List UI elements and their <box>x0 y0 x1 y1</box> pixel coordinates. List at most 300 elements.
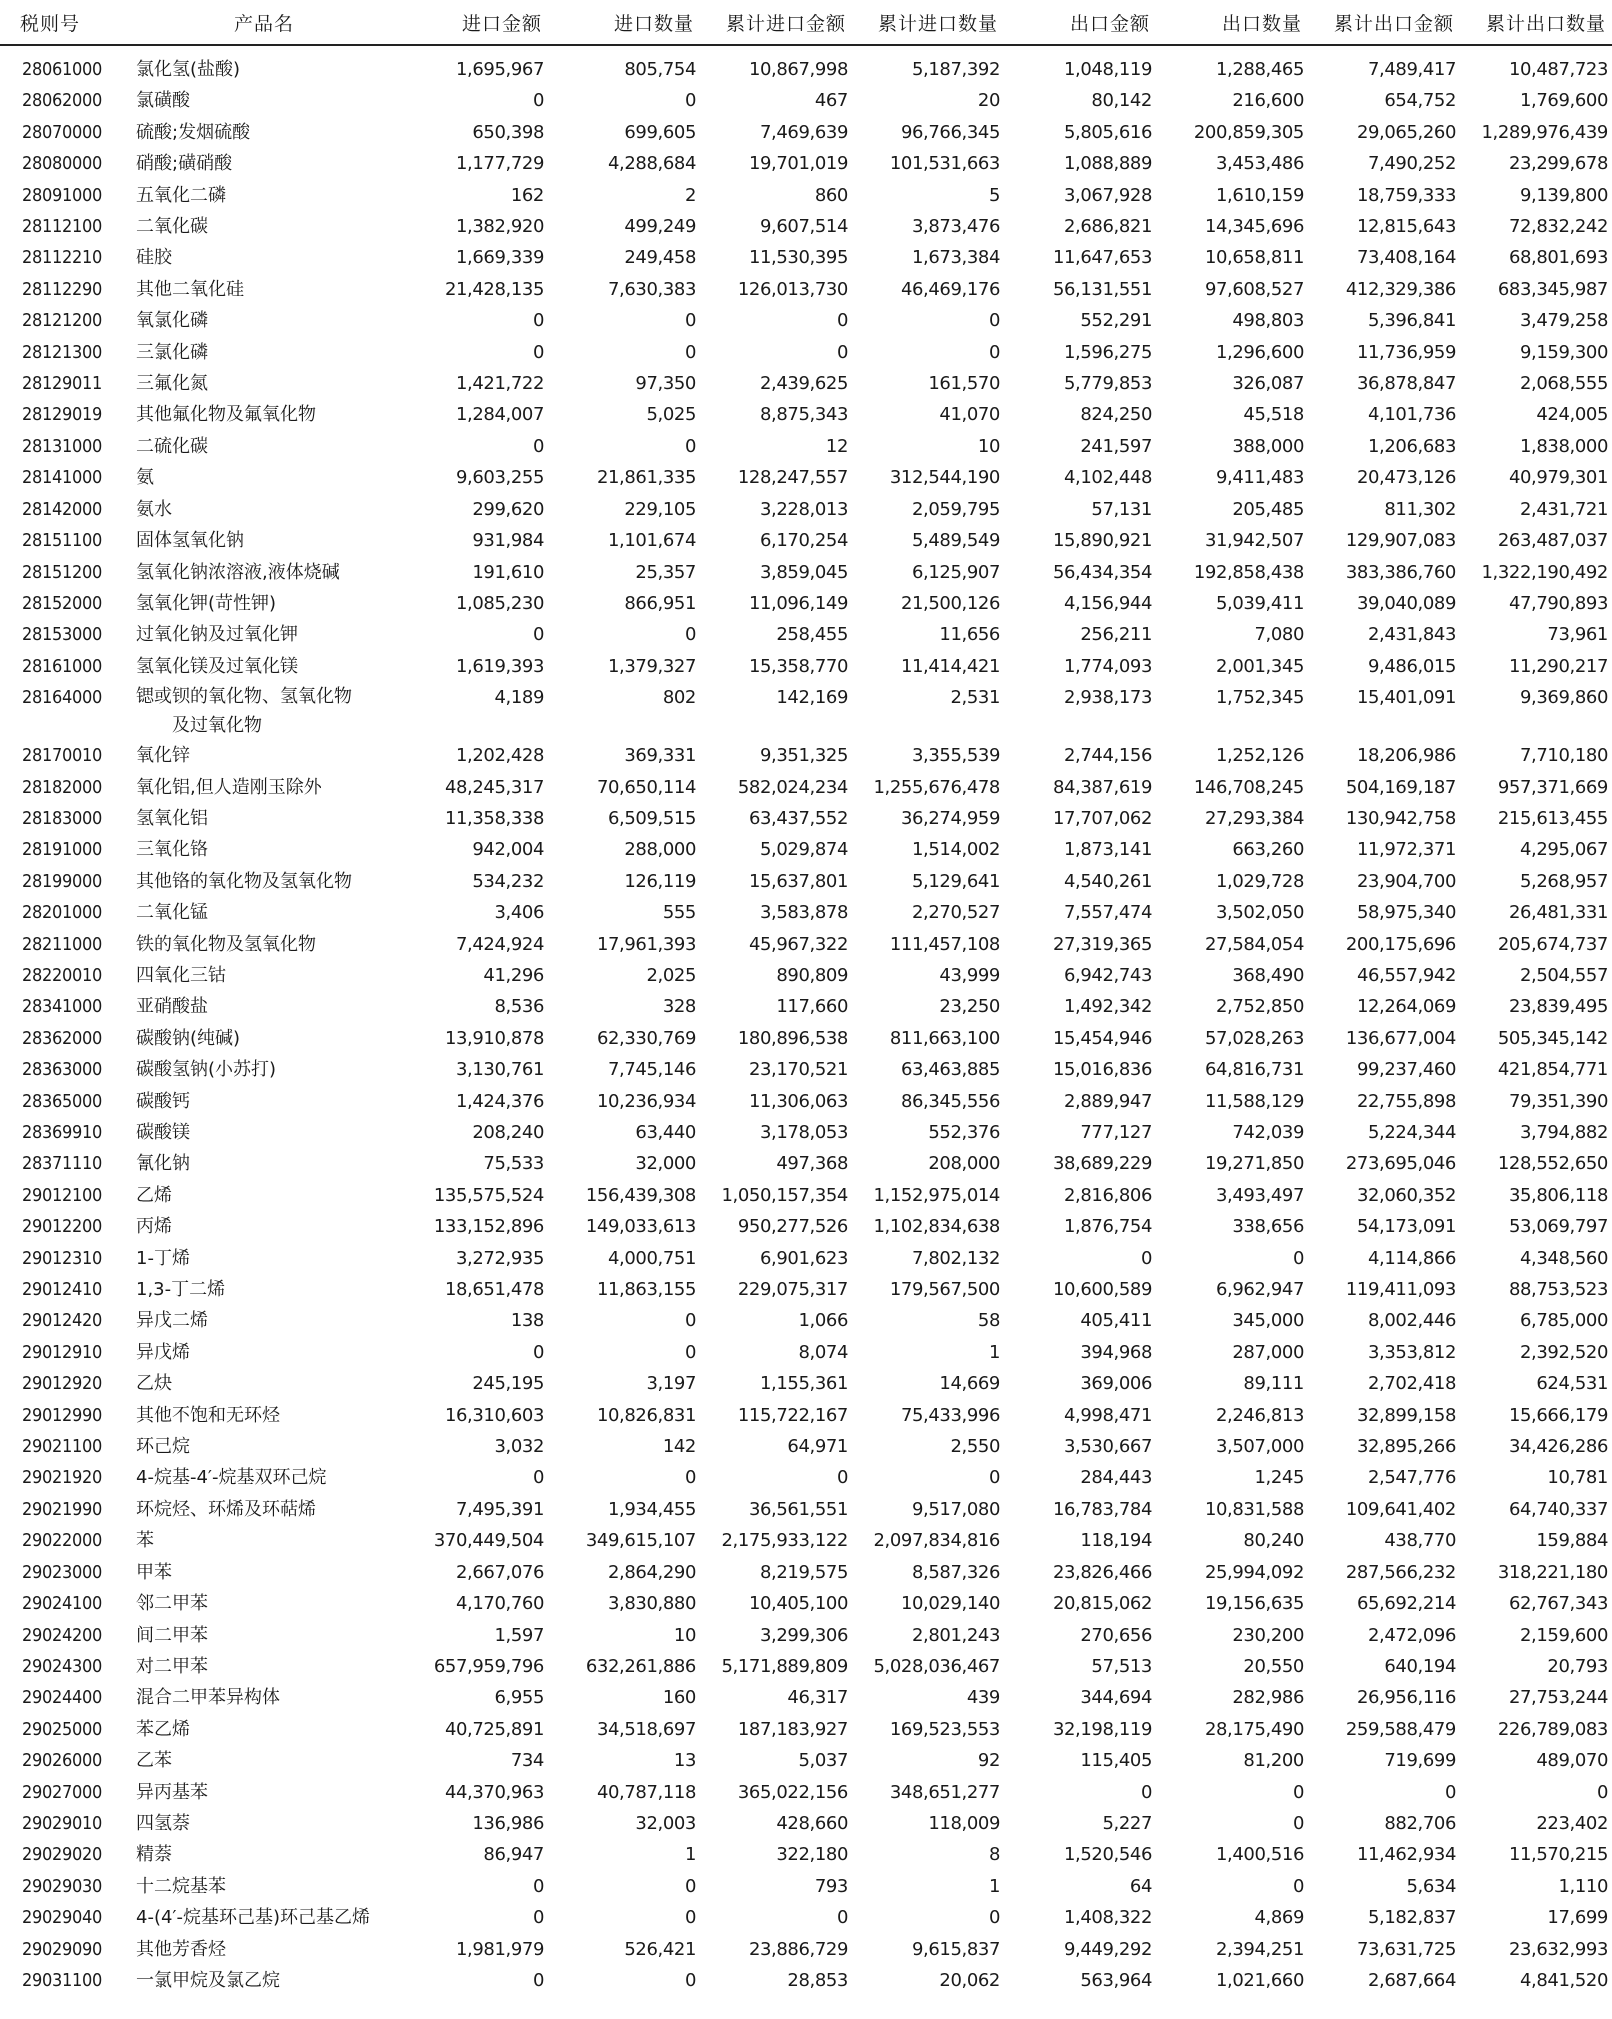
product-name-text: 4-(4′-烷基环己基)环己基乙烯 <box>136 1907 371 1929</box>
product-name-cell <box>128 1431 400 1462</box>
import-quantity-cell: 10 <box>673 1624 696 1646</box>
table-row <box>0 772 1612 803</box>
cumulative-import-value-cell: 15,358,770 <box>748 655 848 677</box>
cumulative-export-value-cell: 4,101,736 <box>1367 404 1456 426</box>
table-row <box>0 1839 1612 1870</box>
tariff-code-cell: 28371110 <box>22 1153 103 1175</box>
export-value-cell: 38,689,229 <box>1052 1153 1152 1175</box>
export-value-cell: 1,492,342 <box>1063 996 1152 1018</box>
product-name-text: 异丙基苯 <box>136 1781 208 1803</box>
export-value-cell: 10,600,589 <box>1052 1279 1152 1301</box>
import-quantity-cell: 526,421 <box>624 1938 696 1960</box>
cumulative-import-quantity-cell: 6,125,907 <box>911 561 1000 583</box>
import-value-cell: 133,152,896 <box>433 1216 544 1238</box>
product-name-cell <box>128 1777 400 1808</box>
table-row <box>0 1337 1612 1368</box>
tariff-code-cell: 28199000 <box>22 870 103 892</box>
export-value-cell: 3,067,928 <box>1063 184 1152 206</box>
cumulative-export-value-cell: 200,175,696 <box>1345 933 1456 955</box>
export-quantity-cell: 9,411,483 <box>1215 467 1304 489</box>
import-quantity-cell: 0 <box>684 341 696 363</box>
product-name-text: 1,3-丁二烯 <box>136 1279 226 1301</box>
cumulative-export-value-cell: 1,206,683 <box>1367 435 1456 457</box>
import-value-cell: 1,085,230 <box>455 592 544 614</box>
cumulative-export-value-cell: 20,473,126 <box>1356 467 1456 489</box>
tariff-code-cell: 29021920 <box>22 1467 103 1489</box>
export-quantity-cell: 1,245 <box>1254 1467 1304 1489</box>
export-quantity-cell: 146,708,245 <box>1193 776 1304 798</box>
product-name-cell <box>128 211 400 242</box>
cumulative-import-value-cell: 2,439,625 <box>759 373 848 395</box>
export-value-cell: 552,291 <box>1080 310 1152 332</box>
cumulative-import-value-cell: 2,175,933,122 <box>721 1530 848 1552</box>
cumulative-export-value-cell: 32,895,266 <box>1356 1436 1456 1458</box>
product-name-text: 一氯甲烷及氯乙烷 <box>136 1969 280 1991</box>
product-name-cell <box>128 1871 400 1902</box>
import-quantity-cell: 7,630,383 <box>607 278 696 300</box>
import-value-cell: 734 <box>510 1750 544 1772</box>
cumulative-import-value-cell: 12 <box>825 435 848 457</box>
cumulative-import-quantity-cell: 63,463,885 <box>900 1059 1000 1081</box>
product-name-cell <box>128 1462 400 1493</box>
product-name-cell <box>128 557 400 588</box>
import-quantity-cell: 1 <box>684 1844 696 1866</box>
table-header <box>0 0 1612 45</box>
import-quantity-cell: 34,518,697 <box>596 1718 696 1740</box>
cumulative-import-value-cell: 3,299,306 <box>759 1624 848 1646</box>
export-value-cell: 23,826,466 <box>1052 1561 1152 1583</box>
export-quantity-cell: 1,296,600 <box>1215 341 1304 363</box>
import-quantity-cell: 328 <box>662 996 696 1018</box>
cumulative-import-value-cell: 115,722,167 <box>737 1404 848 1426</box>
cumulative-export-quantity-cell: 68,801,693 <box>1508 247 1608 269</box>
cumulative-import-value-cell: 117,660 <box>776 996 848 1018</box>
export-value-cell: 4,540,261 <box>1063 870 1152 892</box>
cumulative-import-value-cell: 0 <box>836 310 848 332</box>
cumulative-export-value-cell: 129,907,083 <box>1345 530 1456 552</box>
cumulative-import-quantity-cell: 8,587,326 <box>911 1561 1000 1583</box>
product-name-text: 混合二甲苯异构体 <box>136 1687 280 1709</box>
tariff-code-cell: 28129019 <box>22 404 103 426</box>
product-name-cell <box>128 803 400 834</box>
table-row <box>0 180 1612 211</box>
export-quantity-cell: 1,288,465 <box>1215 59 1304 80</box>
table-row <box>0 803 1612 834</box>
cumulative-export-quantity-cell: 318,221,180 <box>1497 1561 1608 1583</box>
cumulative-export-quantity-cell: 5,268,957 <box>1519 870 1608 892</box>
table-row <box>0 525 1612 556</box>
tariff-code-cell: 29012990 <box>22 1404 103 1426</box>
cumulative-export-quantity-cell: 957,371,669 <box>1497 776 1608 798</box>
cumulative-import-value-cell: 15,637,801 <box>748 870 848 892</box>
cumulative-export-value-cell: 438,770 <box>1384 1530 1456 1552</box>
tariff-code-cell: 29026000 <box>22 1750 103 1772</box>
import-value-cell: 0 <box>532 310 544 332</box>
cumulative-import-quantity-cell: 36,274,959 <box>900 807 1000 829</box>
tariff-code-cell: 28070000 <box>22 121 103 143</box>
import-value-cell: 0 <box>532 435 544 457</box>
import-value-cell: 1,202,428 <box>455 745 544 767</box>
export-quantity-cell: 10,831,588 <box>1204 1498 1304 1520</box>
table-row <box>0 1180 1612 1211</box>
cumulative-import-value-cell: 187,183,927 <box>737 1718 848 1740</box>
export-quantity-cell: 0 <box>1292 1781 1304 1803</box>
export-value-cell: 369,006 <box>1080 1373 1152 1395</box>
product-name-cell <box>128 117 400 148</box>
export-value-cell: 394,968 <box>1080 1341 1152 1363</box>
import-value-cell: 6,955 <box>494 1687 544 1709</box>
export-quantity-cell: 1,752,345 <box>1215 687 1304 709</box>
cumulative-export-quantity-cell: 1,838,000 <box>1519 435 1608 457</box>
export-value-cell: 1,088,889 <box>1063 153 1152 175</box>
import-value-cell: 11,358,338 <box>444 807 544 829</box>
cumulative-export-quantity-cell: 215,613,455 <box>1497 807 1608 829</box>
import-quantity-cell: 3,830,880 <box>607 1593 696 1615</box>
table-row <box>0 1557 1612 1588</box>
product-name-cell <box>128 588 400 619</box>
table-row <box>0 682 1612 740</box>
cumulative-import-quantity-cell: 20,062 <box>939 1969 1000 1991</box>
cumulative-import-value-cell: 28,853 <box>787 1969 848 1991</box>
cumulative-export-value-cell: 23,904,700 <box>1356 870 1456 892</box>
export-value-cell: 118,194 <box>1080 1530 1152 1552</box>
tariff-code-cell: 29012420 <box>22 1310 103 1332</box>
cumulative-export-value-cell: 811,302 <box>1384 498 1456 520</box>
tariff-code-cell: 28161000 <box>22 655 103 677</box>
table-row <box>0 1682 1612 1713</box>
product-name-text: 氢氧化钠浓溶液,液体烧碱 <box>136 561 340 583</box>
tariff-code-cell: 29027000 <box>22 1781 103 1803</box>
export-quantity-cell: 19,271,850 <box>1204 1153 1304 1175</box>
cumulative-import-quantity-cell: 92 <box>977 1750 1000 1772</box>
product-name-text: 乙苯 <box>136 1750 172 1772</box>
export-quantity-cell: 1,029,728 <box>1215 870 1304 892</box>
cumulative-export-quantity-cell: 2,431,721 <box>1519 498 1608 520</box>
export-quantity-cell: 11,588,129 <box>1204 1090 1304 1112</box>
import-value-cell: 1,695,967 <box>455 59 544 80</box>
cumulative-export-value-cell: 882,706 <box>1384 1812 1456 1834</box>
cumulative-import-quantity-cell: 23,250 <box>939 996 1000 1018</box>
cumulative-import-quantity-cell: 208,000 <box>928 1153 1000 1175</box>
table-row <box>0 619 1612 650</box>
product-name-cell <box>128 897 400 928</box>
cumulative-import-quantity-cell: 5,028,036,467 <box>873 1655 1000 1677</box>
export-value-cell: 1,596,275 <box>1063 341 1152 363</box>
cumulative-import-quantity-cell: 9,615,837 <box>911 1938 1000 1960</box>
import-value-cell: 3,032 <box>494 1436 544 1458</box>
table-row <box>0 1400 1612 1431</box>
export-value-cell: 56,434,354 <box>1052 561 1152 583</box>
export-value-cell: 15,454,946 <box>1052 1027 1152 1049</box>
cumulative-import-value-cell: 9,351,325 <box>759 745 848 767</box>
cumulative-export-quantity-cell: 20,793 <box>1547 1655 1608 1677</box>
cumulative-import-quantity-cell: 10 <box>977 435 1000 457</box>
export-value-cell: 57,131 <box>1091 498 1152 520</box>
import-quantity-cell: 3,197 <box>646 1373 696 1395</box>
tariff-code-cell: 28362000 <box>22 1027 103 1049</box>
export-value-cell: 1,408,322 <box>1063 1907 1152 1929</box>
cumulative-export-value-cell: 109,641,402 <box>1345 1498 1456 1520</box>
cumulative-export-quantity-cell: 34,426,286 <box>1508 1436 1608 1458</box>
cumulative-import-value-cell: 3,859,045 <box>759 561 848 583</box>
export-value-cell: 57,513 <box>1091 1655 1152 1677</box>
export-value-cell: 1,876,754 <box>1063 1216 1152 1238</box>
column-header-export-quantity: 出口数量 <box>1160 0 1312 45</box>
product-name-cell <box>128 1525 400 1556</box>
cumulative-export-value-cell: 7,489,417 <box>1367 59 1456 80</box>
export-quantity-cell: 1,021,660 <box>1215 1969 1304 1991</box>
cumulative-export-quantity-cell: 7,710,180 <box>1519 745 1608 767</box>
export-quantity-cell: 64,816,731 <box>1204 1059 1304 1081</box>
cumulative-export-quantity-cell: 88,753,523 <box>1508 1279 1608 1301</box>
product-name-cell <box>128 1620 400 1651</box>
import-quantity-cell: 555 <box>662 902 696 924</box>
cumulative-import-quantity-cell: 439 <box>966 1687 1000 1709</box>
cumulative-import-value-cell: 3,228,013 <box>759 498 848 520</box>
import-quantity-cell: 349,615,107 <box>585 1530 696 1552</box>
table-row <box>0 1305 1612 1336</box>
cumulative-import-quantity-cell: 312,544,190 <box>889 467 1000 489</box>
table-row <box>0 305 1612 336</box>
tariff-code-cell: 28151200 <box>22 561 103 583</box>
table-row <box>0 211 1612 242</box>
tariff-code-cell: 28151100 <box>22 530 103 552</box>
export-value-cell: 1,520,546 <box>1063 1844 1152 1866</box>
cumulative-import-value-cell: 9,607,514 <box>759 216 848 238</box>
cumulative-export-quantity-cell: 3,479,258 <box>1519 310 1608 332</box>
product-name-text: 氢氧化钾(苛性钾) <box>136 592 277 614</box>
cumulative-export-quantity-cell: 205,674,737 <box>1497 933 1608 955</box>
import-value-cell: 0 <box>532 1907 544 1929</box>
product-name-text: 五氧化二磷 <box>136 184 226 206</box>
cumulative-export-value-cell: 4,114,866 <box>1367 1247 1456 1269</box>
table-row <box>0 1714 1612 1745</box>
cumulative-import-quantity-cell: 348,651,277 <box>889 1781 1000 1803</box>
cumulative-import-value-cell: 890,809 <box>776 964 848 986</box>
cumulative-import-value-cell: 258,455 <box>776 624 848 646</box>
product-name-text: 固体氢氧化钠 <box>136 530 244 552</box>
cumulative-export-value-cell: 2,547,776 <box>1367 1467 1456 1489</box>
tariff-code-cell: 28363000 <box>22 1059 103 1081</box>
import-value-cell: 191,610 <box>472 561 544 583</box>
import-quantity-cell: 21,861,335 <box>596 467 696 489</box>
cumulative-export-quantity-cell: 9,139,800 <box>1519 184 1608 206</box>
import-quantity-cell: 10,826,831 <box>596 1404 696 1426</box>
tariff-code-cell: 28211000 <box>22 933 103 955</box>
export-quantity-cell: 2,394,251 <box>1215 1938 1304 1960</box>
export-value-cell: 80,142 <box>1091 90 1152 112</box>
export-quantity-cell: 388,000 <box>1232 435 1304 457</box>
cumulative-export-quantity-cell: 23,839,495 <box>1508 996 1608 1018</box>
product-name-text: 氢氧化镁及过氧化镁 <box>136 655 298 677</box>
product-name-text: 间二甲苯 <box>136 1624 208 1646</box>
table-row <box>0 1431 1612 1462</box>
import-value-cell: 0 <box>532 1969 544 1991</box>
tariff-code-cell: 29023000 <box>22 1561 103 1583</box>
cumulative-import-value-cell: 6,901,623 <box>759 1247 848 1269</box>
cumulative-import-value-cell: 6,170,254 <box>759 530 848 552</box>
export-value-cell: 32,198,119 <box>1052 1718 1152 1740</box>
cumulative-export-value-cell: 119,411,093 <box>1345 1279 1456 1301</box>
product-name-text: 氢氧化铝 <box>136 807 208 829</box>
cumulative-export-quantity-cell: 223,402 <box>1536 1812 1608 1834</box>
export-value-cell: 4,102,448 <box>1063 467 1152 489</box>
cumulative-import-value-cell: 8,074 <box>798 1341 848 1363</box>
tariff-code-cell: 29025000 <box>22 1718 103 1740</box>
product-name-text: 锶或钡的氧化物、氢氧化物 <box>136 686 352 708</box>
tariff-code-cell: 28220010 <box>22 964 103 986</box>
import-quantity-cell: 32,000 <box>635 1153 696 1175</box>
import-quantity-cell: 0 <box>684 1875 696 1897</box>
cumulative-import-value-cell: 126,013,730 <box>737 278 848 300</box>
product-name-text: 苯乙烯 <box>136 1718 190 1740</box>
cumulative-export-quantity-cell: 4,348,560 <box>1519 1247 1608 1269</box>
product-name-text: 三氯化磷 <box>136 341 208 363</box>
export-quantity-cell: 0 <box>1292 1247 1304 1269</box>
export-quantity-cell: 326,087 <box>1232 373 1304 395</box>
cumulative-import-quantity-cell: 10,029,140 <box>900 1593 1000 1615</box>
cumulative-import-value-cell: 36,561,551 <box>748 1498 848 1520</box>
cumulative-export-value-cell: 5,634 <box>1406 1875 1456 1897</box>
tariff-code-cell: 28170010 <box>22 745 103 767</box>
table-row <box>0 1368 1612 1399</box>
export-value-cell: 270,656 <box>1080 1624 1152 1646</box>
cumulative-import-value-cell: 63,437,552 <box>748 807 848 829</box>
product-name-text: 亚硝酸盐 <box>136 996 208 1018</box>
cumulative-import-value-cell: 23,886,729 <box>748 1938 848 1960</box>
cumulative-export-quantity-cell: 3,794,882 <box>1519 1122 1608 1143</box>
import-value-cell: 8,536 <box>494 996 544 1018</box>
cumulative-import-value-cell: 467 <box>814 90 848 112</box>
cumulative-import-value-cell: 180,896,538 <box>737 1027 848 1049</box>
cumulative-export-value-cell: 32,060,352 <box>1356 1184 1456 1206</box>
cumulative-export-value-cell: 504,169,187 <box>1345 776 1456 798</box>
product-name-cell <box>128 1714 400 1745</box>
export-value-cell: 824,250 <box>1080 404 1152 426</box>
product-name-text: 其他铬的氧化物及氢氧化物 <box>136 870 352 892</box>
cumulative-export-value-cell: 26,956,116 <box>1356 1687 1456 1709</box>
import-value-cell: 1,619,393 <box>455 655 544 677</box>
export-quantity-cell: 97,608,527 <box>1204 278 1304 300</box>
table-row <box>0 1588 1612 1619</box>
import-value-cell: 162 <box>510 184 544 206</box>
cumulative-import-value-cell: 142,169 <box>776 687 848 709</box>
table-row <box>0 1148 1612 1179</box>
table-row <box>0 1871 1612 1902</box>
export-quantity-cell: 2,752,850 <box>1215 996 1304 1018</box>
cumulative-export-quantity-cell: 79,351,390 <box>1508 1090 1608 1112</box>
table-row <box>0 462 1612 493</box>
export-value-cell: 405,411 <box>1080 1310 1152 1332</box>
cumulative-import-value-cell: 860 <box>814 184 848 206</box>
tariff-code-cell: 29012200 <box>22 1216 103 1238</box>
cumulative-export-quantity-cell: 624,531 <box>1536 1373 1608 1395</box>
product-name-text: 对二甲苯 <box>136 1655 208 1677</box>
column-header-cumulative-import-quantity: 累计进口数量 <box>856 0 1008 45</box>
export-value-cell: 115,405 <box>1080 1750 1152 1772</box>
export-value-cell: 17,707,062 <box>1052 807 1152 829</box>
table-row <box>0 1934 1612 1965</box>
import-quantity-cell: 0 <box>684 1907 696 1929</box>
cumulative-export-value-cell: 22,755,898 <box>1356 1090 1456 1112</box>
import-quantity-cell: 40,787,118 <box>596 1781 696 1803</box>
product-name-text: 氯化氢(盐酸) <box>136 59 241 80</box>
cumulative-export-value-cell: 0 <box>1444 1781 1456 1803</box>
table-row <box>0 866 1612 897</box>
product-name-cell <box>128 462 400 493</box>
cumulative-import-value-cell: 1,155,361 <box>759 1373 848 1395</box>
product-name-cell <box>128 1839 400 1870</box>
cumulative-import-value-cell: 582,024,234 <box>737 776 848 798</box>
cumulative-import-quantity-cell: 1,102,834,638 <box>873 1216 1000 1238</box>
product-name-cell <box>128 772 400 803</box>
import-quantity-cell: 0 <box>684 1310 696 1332</box>
table-row <box>0 1525 1612 1556</box>
table-row <box>0 117 1612 148</box>
cumulative-export-value-cell: 11,736,959 <box>1356 341 1456 363</box>
cumulative-import-quantity-cell: 552,376 <box>928 1122 1000 1143</box>
cumulative-export-value-cell: 8,002,446 <box>1367 1310 1456 1332</box>
import-quantity-cell: 149,033,613 <box>585 1216 696 1238</box>
cumulative-export-quantity-cell: 1,322,190,492 <box>1481 561 1608 583</box>
cumulative-export-value-cell: 73,631,725 <box>1356 1938 1456 1960</box>
cumulative-import-quantity-cell: 811,663,100 <box>889 1027 1000 1049</box>
cumulative-export-quantity-cell: 62,767,343 <box>1508 1593 1608 1615</box>
tariff-code-cell: 29029020 <box>22 1844 103 1866</box>
cumulative-import-quantity-cell: 1,255,676,478 <box>873 776 1000 798</box>
export-value-cell: 6,942,743 <box>1063 964 1152 986</box>
import-value-cell: 0 <box>532 1341 544 1363</box>
cumulative-import-value-cell: 950,277,526 <box>737 1216 848 1238</box>
tariff-code-cell: 28365000 <box>22 1090 103 1112</box>
table-row <box>0 1965 1612 1996</box>
import-value-cell: 1,421,722 <box>455 373 544 395</box>
product-name-cell <box>128 1651 400 1682</box>
import-value-cell: 1,981,979 <box>455 1938 544 1960</box>
product-name-text: 碳酸镁 <box>136 1122 190 1143</box>
product-name-cell <box>128 682 400 740</box>
tariff-code-cell: 28141000 <box>22 467 103 489</box>
cumulative-export-quantity-cell: 1,110 <box>1558 1875 1608 1897</box>
product-name-cell <box>128 1902 400 1933</box>
import-quantity-cell: 63,440 <box>635 1122 696 1143</box>
tariff-code-cell: 28164000 <box>22 687 103 709</box>
cumulative-export-quantity-cell: 10,487,723 <box>1508 59 1608 80</box>
cumulative-import-quantity-cell: 8 <box>988 1844 1000 1866</box>
product-name-cell <box>128 1086 400 1117</box>
export-value-cell: 11,647,653 <box>1052 247 1152 269</box>
import-value-cell: 4,189 <box>494 687 544 709</box>
table-row <box>0 337 1612 368</box>
table-row <box>0 740 1612 771</box>
export-value-cell: 4,998,471 <box>1063 1404 1152 1426</box>
import-quantity-cell: 249,458 <box>624 247 696 269</box>
cumulative-import-value-cell: 3,583,878 <box>759 902 848 924</box>
cumulative-export-value-cell: 12,815,643 <box>1356 216 1456 238</box>
import-quantity-cell: 70,650,114 <box>596 776 696 798</box>
cumulative-import-quantity-cell: 1,152,975,014 <box>873 1184 1000 1206</box>
cumulative-import-value-cell: 8,219,575 <box>759 1561 848 1583</box>
cumulative-import-quantity-cell: 2,097,834,816 <box>873 1530 1000 1552</box>
header-row <box>0 0 1612 45</box>
cumulative-export-value-cell: 287,566,232 <box>1345 1561 1456 1583</box>
cumulative-export-quantity-cell: 2,159,600 <box>1519 1624 1608 1646</box>
product-name-text: 乙烯 <box>136 1184 172 1206</box>
export-value-cell: 27,319,365 <box>1052 933 1152 955</box>
product-name-cell <box>128 1211 400 1242</box>
cumulative-import-quantity-cell: 1 <box>988 1875 1000 1897</box>
cumulative-import-quantity-cell: 111,457,108 <box>889 933 1000 955</box>
